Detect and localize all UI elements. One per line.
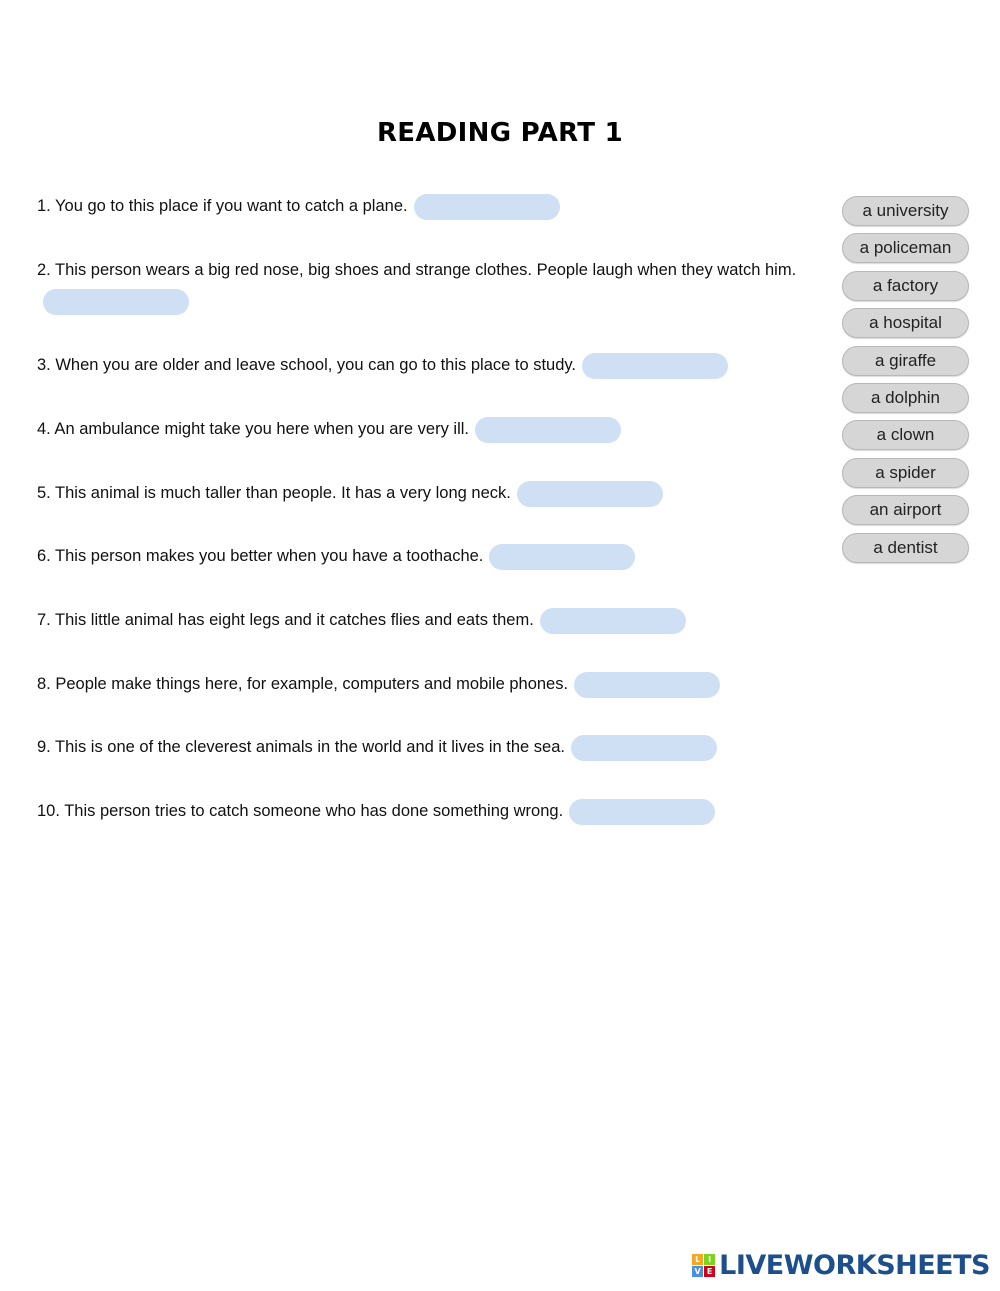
question-text: 7. This little animal has eight legs and it catches flies and eats them.: [37, 611, 534, 629]
answer-drop-zone-4[interactable]: [475, 417, 621, 443]
word-chip-policeman[interactable]: a policeman: [842, 233, 969, 263]
word-chip-hospital[interactable]: a hospital: [842, 308, 969, 338]
word-chip-spider[interactable]: a spider: [842, 458, 969, 488]
word-chip-airport[interactable]: an airport: [842, 495, 969, 525]
word-bank: [842, 196, 969, 570]
question-5: [37, 478, 837, 509]
answer-drop-zone-8[interactable]: [574, 672, 720, 698]
question-2: [37, 255, 837, 317]
question-text: 2. This person wears a big red nose, big shoes and strange clothes. People laugh when they watch him.: [37, 261, 797, 279]
logo-text: LIVEWORKSHEETS: [719, 1250, 990, 1281]
question-8: [37, 669, 837, 700]
answer-drop-zone-6[interactable]: [489, 544, 635, 570]
logo-letter: L: [692, 1254, 703, 1265]
logo-letter: I: [704, 1254, 715, 1265]
question-3: [37, 350, 837, 381]
question-text: 5. This animal is much taller than people. It has a very long neck.: [37, 484, 511, 502]
question-text: 1. You go to this place if you want to catch a plane.: [37, 197, 408, 215]
question-text: 6. This person makes you better when you have a toothache.: [37, 547, 484, 565]
page-title: READING PART 1: [376, 118, 624, 148]
word-chip-factory[interactable]: a factory: [842, 271, 969, 301]
question-6: [37, 541, 837, 572]
liveworksheets-logo: [692, 1250, 990, 1281]
question-text: 8. People make things here, for example, computers and mobile phones.: [37, 675, 569, 693]
question-text: 3. When you are older and leave school, you can go to this place to study.: [37, 356, 577, 374]
answer-drop-zone-3[interactable]: [582, 353, 728, 379]
question-4: [37, 414, 837, 445]
question-9: [37, 732, 837, 763]
word-chip-dolphin[interactable]: a dolphin: [842, 383, 969, 413]
logo-blocks-icon: [692, 1254, 715, 1277]
answer-drop-zone-10[interactable]: [569, 799, 715, 825]
answer-drop-zone-1[interactable]: [414, 194, 560, 220]
question-text: 4. An ambulance might take you here when you are very ill.: [37, 420, 469, 438]
logo-letter: V: [692, 1266, 703, 1277]
answer-drop-zone-2[interactable]: [43, 289, 189, 315]
word-chip-clown[interactable]: a clown: [842, 420, 969, 450]
question-text: 9. This is one of the cleverest animals in the world and it lives in the sea.: [37, 738, 565, 756]
answer-drop-zone-5[interactable]: [517, 481, 663, 507]
word-chip-university[interactable]: a university: [842, 196, 969, 226]
question-10: [37, 796, 837, 827]
logo-letter: E: [704, 1266, 715, 1277]
question-1: [37, 191, 837, 222]
answer-drop-zone-7[interactable]: [540, 608, 686, 634]
question-text: 10. This person tries to catch someone who has done something wrong.: [37, 802, 564, 820]
word-chip-giraffe[interactable]: a giraffe: [842, 346, 969, 376]
word-chip-dentist[interactable]: a dentist: [842, 533, 969, 563]
question-7: [37, 605, 837, 636]
answer-drop-zone-9[interactable]: [571, 735, 717, 761]
